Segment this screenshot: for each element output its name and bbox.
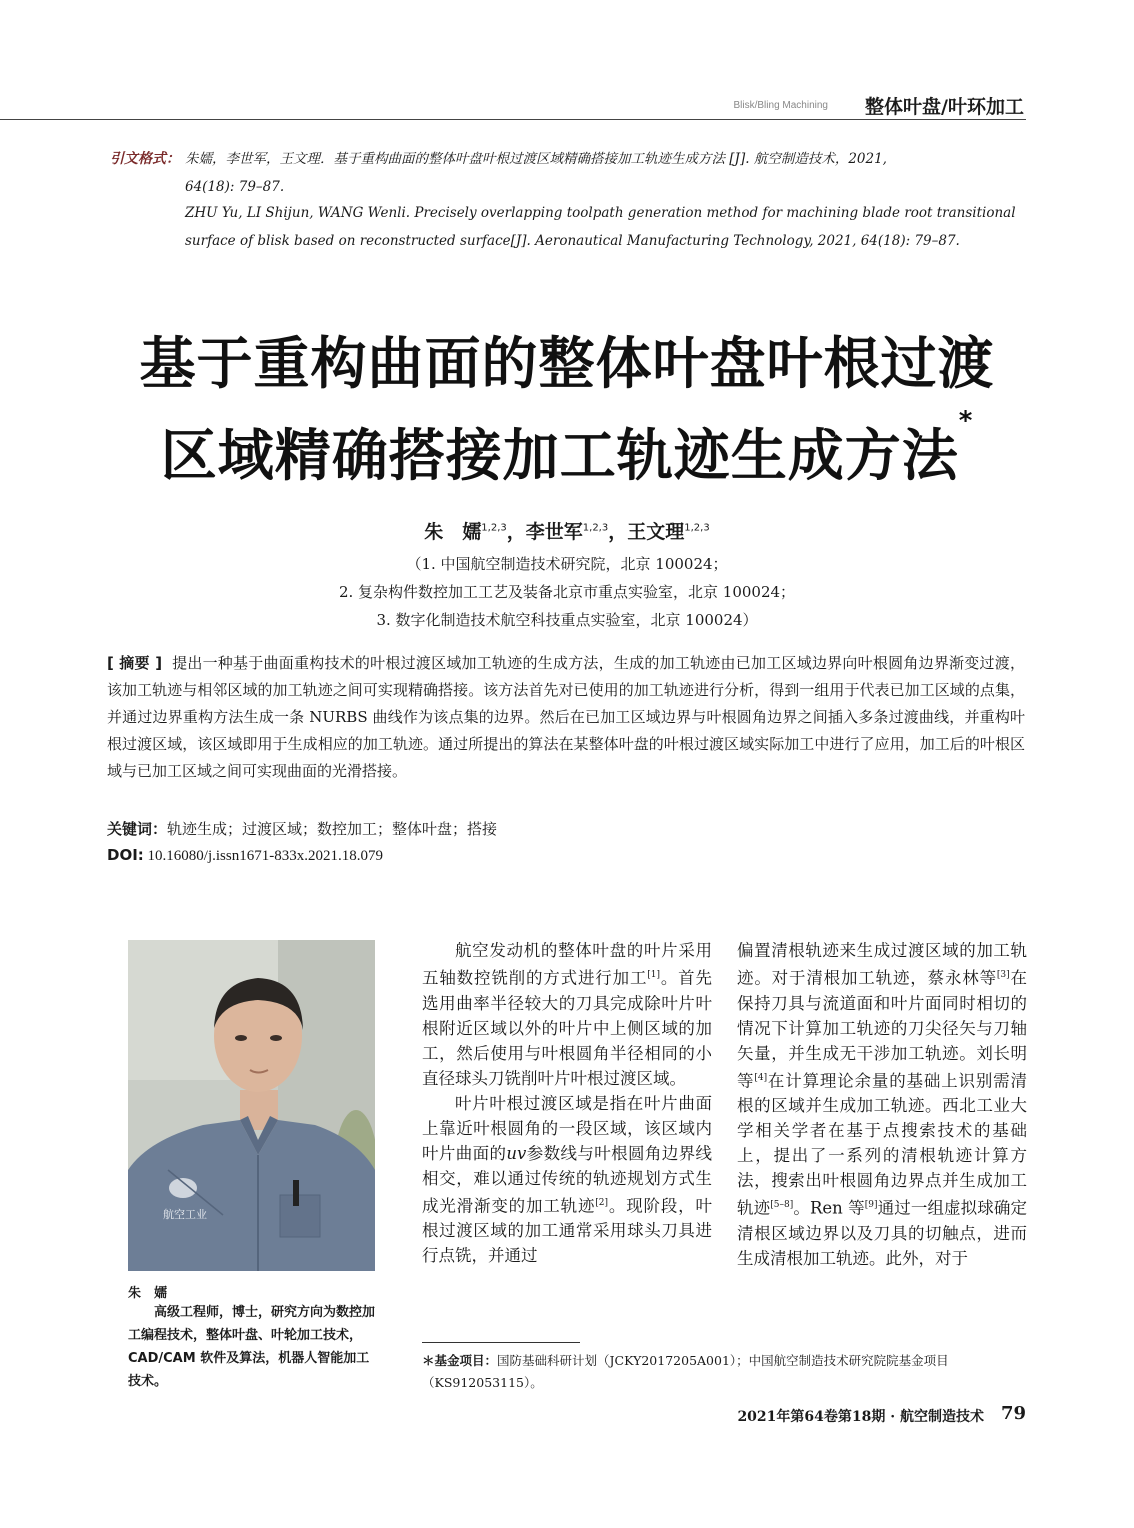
affiliation-2: 2. 复杂构件数控加工工艺及装备北京市重点实验室，北京 100024； <box>338 583 796 601</box>
body-text: 偏置清根轨迹来生成过渡区域的加工轨迹。对于清根加工轨迹，蔡永林等 <box>737 941 1027 988</box>
funding-footnote <box>422 1350 1027 1394</box>
citation-cn-line1: 朱嬬，李世军，王文理．基于重构曲面的整体叶盘叶根过渡区域精确搭接加工轨迹生成方法 [J]. 航空制造技术，2021, <box>185 151 887 167</box>
bio-name: 朱 嬬 <box>128 1286 168 1301</box>
abstract-text: 提出一种基于曲面重构技术的叶根过渡区域加工轨迹的生成方法，生成的加工轨迹由已加工区域边界向叶根圆角边界渐变过渡，该加工轨迹与相邻区域的加工轨迹之间可实现精确搭接。该方法首先对已使用的加工轨迹进行分析，得到一组用于代表已加工区域的点集，并通过边界重构方法生成一条 NURBS 曲线作为该点集的边界。然后在已加工区域边界与叶根圆角边界之间插入多条过渡曲线，并重构叶根过渡区域，该区域即用于生成相应的加工轨迹。通过所提出的算法在某整体叶盘的叶根过渡区域实际加工中进行了应用，加工后的叶根区域与已加工区域之间可实现曲面的光滑搭接。 <box>107 654 1025 780</box>
page-number: 79 <box>1000 1403 1026 1424</box>
affiliation-1: （1. 中国航空制造技术研究院，北京 100024； <box>406 555 728 573</box>
shirt-badge-text: 航空工业 <box>163 1208 207 1221</box>
body-paragraph <box>422 1091 712 1269</box>
bio-text: 高级工程师，博士，研究方向为数控加工编程技术，整体叶盘、叶轮加工技术，CAD/CAM 软件及算法，机器人智能加工技术。 <box>128 1305 376 1389</box>
body-text: 在计算理论余量的基础上识别需清根的区域并生成加工轨迹。西北工业大学相关学者在基于点搜索技术的基础上，提出了一系列的清根轨迹计算方法，搜索出叶根圆角边界点并生成加工轨迹 <box>737 1071 1027 1218</box>
running-header-cn: 整体叶盘/叶环加工 <box>865 96 1024 118</box>
keywords-text: 轨迹生成；过渡区域；数控加工；整体叶盘；搭接 <box>167 820 498 838</box>
footnote-rule <box>422 1342 580 1343</box>
reference-mark: [5–8] <box>770 1200 794 1210</box>
body-column-1 <box>422 938 712 1268</box>
abstract <box>107 650 1025 785</box>
author-photo <box>128 940 375 1271</box>
body-text: 参数线与叶根圆角边界线相交，难以通过传统的轨迹规划方式生成光滑渐变的加工轨迹 <box>422 1143 713 1215</box>
body-text: 通过一组虚拟球确定清根区域边界以及刀具的切触点，进而生成清根加工轨迹。此外，对于 <box>737 1198 1028 1268</box>
citation-en-line2: surface of blisk based on reconstructed surface[J]. Aeronautical Manufacturing Technology, 2021, 64(18): 79–87. <box>185 233 960 249</box>
citation-en-line1: ZHU Yu, LI Shijun, WANG Wenli. Precisely overlapping toolpath generation method for machining blade root transitional <box>185 205 1016 221</box>
keywords-label: 关键词： <box>107 820 168 838</box>
funding-label: ＊基金项目： <box>422 1353 498 1368</box>
author-name: 李世军 <box>525 521 583 543</box>
paper-title-line1: 基于重构曲面的整体叶盘叶根过渡 <box>139 332 995 397</box>
reference-mark: [3] <box>996 970 1010 980</box>
body-text: 。Ren 等 <box>793 1198 865 1218</box>
running-header-en: Blisk/Bling Machining <box>733 100 828 111</box>
author-name: 朱 嬬 <box>424 521 482 543</box>
abstract-label: [ 摘要 ] <box>107 654 163 672</box>
journal-footer: 2021年第64卷第18期 · 航空制造技术 <box>737 1409 984 1425</box>
body-text: 。首先选用曲率半径较大的刀具完成除叶片叶根附近区域以外的叶片中上侧区域的加工，然后使用与叶根圆角半径相同的小直径球头刀铣削叶片叶根过渡区域。 <box>422 968 712 1088</box>
citation-label: 引文格式： <box>110 151 180 167</box>
doi-label: DOI: <box>107 846 144 864</box>
reference-mark: [1] <box>647 970 661 980</box>
author-name: 王文理 <box>627 521 685 543</box>
body-paragraph <box>737 938 1027 1271</box>
affiliation-3: 3. 数字化制造技术航空科技重点实验室，北京 100024） <box>376 611 758 629</box>
reference-mark: [9] <box>864 1200 878 1210</box>
body-column-2 <box>737 938 1027 1271</box>
author-affiliation: 1,2,3 <box>582 522 609 534</box>
author-separator: ， <box>506 521 526 543</box>
keywords <box>107 818 497 839</box>
doi-text: 10.16080/j.issn1671-833x.2021.18.079 <box>147 848 383 864</box>
author-affiliation: 1,2,3 <box>684 522 710 534</box>
body-text: 。现阶段，叶根过渡区域的加工通常采用球头刀具进行点铣，并通过 <box>422 1196 712 1265</box>
author-separator: ， <box>608 521 628 543</box>
reference-mark: [4] <box>754 1072 768 1083</box>
author-affiliation: 1,2,3 <box>481 522 507 534</box>
body-text: 在保持刀具与流道面和叶片面同时相切的情况下计算加工轨迹的刀尖径矢与刀轴矢量，并生成无干涉加工轨迹。刘长明等 <box>737 968 1027 1090</box>
paper-title-line2 <box>0 406 1134 492</box>
citation-cn-line2: 64(18): 79–87. <box>185 179 285 195</box>
body-text: 航空发动机的整体叶盘的叶片采用五轴数控铣削的方式进行加工 <box>422 941 712 988</box>
uv-symbol: uv <box>506 1143 527 1163</box>
body-text: 叶片叶根过渡区域是指在叶片曲面上靠近叶根圆角的一段区域，该区域内叶片曲面的 <box>422 1093 712 1163</box>
paper-title-line2-text: 区域精确搭接加工轨迹生成方法 <box>160 424 959 489</box>
funding-text: 国防基础科研计划（JCKY2017205A001）；中国航空制造技术研究院院基金项目（KS912053115）。 <box>422 1353 949 1390</box>
header-rule <box>0 119 1026 120</box>
body-paragraph <box>422 938 712 1091</box>
doi <box>107 846 383 865</box>
author-portrait-illustration <box>128 940 375 1271</box>
reference-mark: [2] <box>595 1197 609 1208</box>
title-footnote-mark: * <box>958 406 974 436</box>
author-list <box>0 517 1134 544</box>
